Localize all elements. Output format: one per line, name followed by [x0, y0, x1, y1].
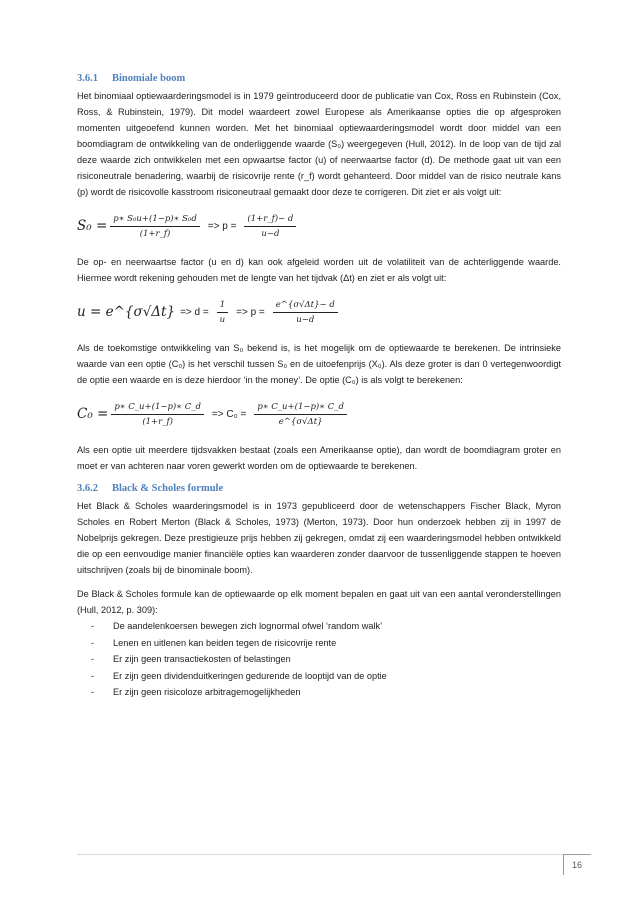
list-item: - De aandelenkoersen bewegen zich lognormal ofwel ‘random walk’ [91, 618, 561, 635]
section-number: 3.6.2 [77, 483, 98, 494]
numerator: p∗ C_u+(1−p)∗ C_d [111, 402, 204, 415]
denominator: u [219, 314, 226, 325]
paragraph: De Black & Scholes formule kan de optiewaarde op elk moment bepalen en gaat uit van een aantal veronderstellingen (Hull, 2012, p. 309): [77, 589, 561, 615]
numerator: 1 [217, 300, 228, 313]
paragraph: Het binomiaal optiewaarderingsmodel is in 1979 geïntroduceerd door de publicatie van Cox, Ross en Rubinstein (Cox, Ross, & Rubinstein, 1979). Dit model waardeert zowel Europese als Amerikaanse opties die op afgesproken momenten uitgeoefend kunnen worden. Met het binomiaal optiewaarderingsmodel wordt door middel van een boomdiagram de ontwikkeling van de onderliggende waarde (S₀) weergegeven (Hull, 2012). In de loop van de tijd zal deze waarde zich ontwikkelen met een opwaartse factor (u) of neerwaartse factor (d). De methode gaat uit van een risiconeutrale benadering, waarbij de risicovrije rente (r_f) wordt gehanteerd. Door middel van de risico neutrale kans (p) wordt de risicovolle kasstroom risiconeutraal gemaakt door deze te corrigeren. Dit ziet er als volgt uit: [77, 91, 561, 197]
numerator: (1+r_f)− d [244, 214, 296, 227]
equation-binomial-s0 [77, 206, 561, 246]
list-item: - Er zijn geen risicoloze arbitragemogelijkheden [91, 684, 561, 701]
list-item: - Lenen en uitlenen kan beiden tegen de risicovrije rente [91, 635, 561, 652]
section-number: 3.6.1 [77, 73, 98, 84]
fraction [254, 402, 347, 427]
section-heading-binomiale-boom [77, 72, 561, 86]
implies-operator: => C₀ = [211, 408, 247, 420]
fraction [217, 300, 228, 325]
footer-divider [77, 854, 592, 855]
implies-operator: => p = [236, 306, 265, 318]
assumptions-list [77, 618, 561, 701]
denominator: u−d [261, 228, 280, 239]
implies-operator: => d = [180, 306, 209, 318]
equation-lhs: C₀ = [77, 406, 109, 422]
numerator: p∗ S₀u+(1−p)∗ S₀d [110, 214, 200, 227]
list-item: - Er zijn geen transactiekosten of belastingen [91, 651, 561, 668]
equation-up-down-factor [77, 292, 561, 332]
section-title: Black & Scholes formule [112, 483, 224, 494]
fraction [273, 300, 338, 325]
numerator: p∗ C_u+(1−p)∗ C_d [254, 402, 347, 415]
paragraph: De op- en neerwaartse factor (u en d) kan ook afgeleid worden uit de volatiliteit van de achterliggende waarde. Hiermee wordt rekening gehouden met de lengte van het tijdvak (Δt) en ziet er als volgt uit: [77, 257, 561, 283]
denominator: u−d [296, 314, 315, 325]
page-number: 16 [563, 854, 590, 875]
fraction [244, 214, 296, 239]
equation-lhs: S₀ = [77, 218, 108, 234]
section-heading-black-scholes [77, 482, 561, 496]
section-title: Binomiale boom [112, 73, 186, 84]
paragraph: Als de toekomstige ontwikkeling van S₀ bekend is, is het mogelijk om de optiewaarde te berekenen. De intrinsieke waarde van een optie (C₀) is het verschil tussen S₀ en de uitoefenprijs (X₀). Als deze groter is dan 0 vertegenwoordigt de optie een waarde en is deze hierdoor ‘in the money’. De optie (C₀) is als volgt te berekenen: [77, 343, 561, 385]
document-page [77, 72, 561, 701]
list-item: - Er zijn geen dividenduitkeringen gedurende de looptijd van de optie [91, 668, 561, 685]
paragraph: Het Black & Scholes waarderingsmodel is in 1973 gepubliceerd door de wetenschappers Fischer Black, Myron Scholes en Robert Merton (Black & Scholes, 1973) (Merton, 1973). Door hun onderzoek hebben zij in 1997 de Nobelprijs gekregen. Deze prestigieuze prijs hebben zij gekregen, omdat zij een waarderingsmodel hebben ontwikkeld die op een eenvoudige manier financiële opties kan waarderen zonder daarvoor de tussenliggende stappen te hoeven uitschrijven (zoals bij de binominale boom). [77, 501, 561, 575]
denominator: (1+r_f) [142, 416, 173, 427]
numerator: e^{σ√Δt}− d [273, 300, 338, 313]
fraction [110, 214, 200, 239]
equation-lhs: u = e^{σ√Δt} [77, 304, 176, 320]
denominator: (1+r_f) [139, 228, 171, 239]
implies-operator: => p = [207, 220, 237, 232]
spacer [77, 474, 561, 482]
spacer [77, 578, 561, 586]
equation-option-value [77, 394, 561, 434]
denominator: e^{σ√Δt} [278, 416, 323, 427]
paragraph: Als een optie uit meerdere tijdsvakken bestaat (zoals een Amerikaanse optie), dan wordt de boomdiagram groter en moet er van achteren naar voren gewerkt worden om de optiewaarde te berekenen. [77, 445, 561, 471]
fraction [111, 402, 204, 427]
